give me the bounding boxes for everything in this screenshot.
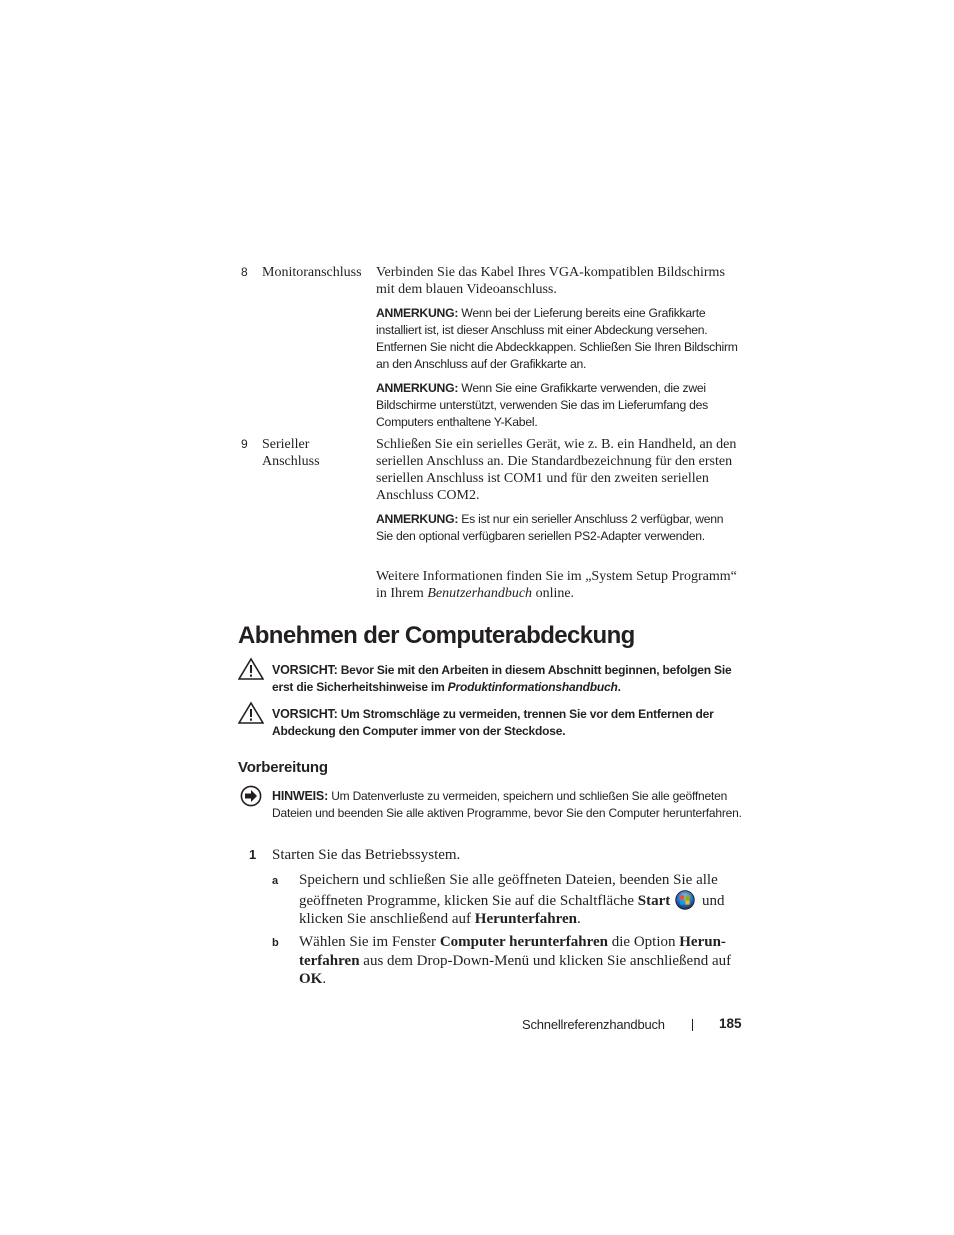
- hint-label: HINWEIS:: [272, 789, 329, 803]
- caution-2: [272, 706, 742, 740]
- window-label: Computer herunterfahren: [439, 934, 608, 950]
- row-9-label: Serieller Anschluss: [262, 437, 320, 469]
- more-info-end: online.: [532, 586, 575, 601]
- ok-label: OK: [299, 971, 323, 987]
- caution-text: Um Stromschläge zu vermeiden, trennen Sie vor dem Entfernen der Abdeckung den Computer immer von der Steckdose.: [272, 707, 714, 738]
- step-number: 1: [249, 847, 257, 862]
- substep-label: b: [272, 937, 279, 949]
- row-8-note-1: [376, 305, 740, 373]
- more-info-manual: Benutzerhandbuch: [427, 586, 533, 601]
- caution-text: Bevor Sie mit den Arbeiten in diesem Abschnitt beginnen, befolgen Sie erst die Sicherheitshinweise im: [272, 663, 732, 694]
- warning-triangle-icon: [238, 701, 264, 725]
- caution-end: .: [617, 680, 621, 694]
- row-8-note-2: [376, 380, 740, 431]
- footer-title: Schnellreferenzhandbuch: [522, 1017, 665, 1032]
- substep-text: .: [322, 971, 327, 987]
- hint-text: Um Datenverluste zu vermeiden, speichern und schließen Sie alle geöffneten Dateien und beenden Sie alle aktiven Programme, bevor Sie den Computer herunterfahren.: [272, 789, 742, 820]
- substep-a: [299, 871, 741, 929]
- more-info-text: Weitere Informationen finden Sie im „System Setup Programm“ in Ihrem: [376, 569, 737, 601]
- row-9-note: [376, 511, 740, 545]
- note-text: Es ist nur ein serieller Anschluss 2 verfügbar, wenn Sie den optional verfügbaren seriellen PS2-Adapter verwenden.: [376, 512, 724, 543]
- note-label: ANMERKUNG:: [376, 381, 459, 395]
- row-9-number: 9: [241, 437, 248, 451]
- page-number: 185: [719, 1016, 742, 1031]
- row-8-number: 8: [241, 265, 248, 279]
- start-label: Start: [637, 892, 671, 909]
- note-text: Wenn Sie eine Grafikkarte verwenden, die zwei Bildschirme unterstützt, verwenden Sie das im Lieferumfang des Computers enthaltene Y-Kabel.: [376, 381, 709, 429]
- row-8-description: Verbinden Sie das Kabel Ihres VGA-kompatiblen Bildschirms mit dem blauen Videoanschluss.: [376, 265, 725, 297]
- caution-manual: Produktinformationshandbuch: [447, 680, 618, 694]
- substep-text: aus dem Drop-Down-Menü und klicken Sie anschließend auf: [359, 952, 732, 969]
- caution-1: [272, 662, 742, 696]
- caution-label: VORSICHT:: [272, 707, 338, 721]
- windows-start-orb-icon: [675, 890, 695, 910]
- note-text: Wenn bei der Lieferung bereits eine Grafikkarte installiert ist, ist dieser Anschluss mit einer Abdeckung versehen. Entfernen Sie nicht die Abdeckkappen. Schließen Sie Ihren Bildschirm an den Anschluss auf der Grafikkarte an.: [376, 306, 738, 371]
- row-8-label: Monitoranschluss: [262, 265, 362, 280]
- warning-triangle-icon: [238, 657, 264, 681]
- row-9-description: Schließen Sie ein serielles Gerät, wie z. B. ein Handheld, an den seriellen Anschluss an. Die Standardbezeichnung für den ersten seriellen Anschluss ist COM1 und für den zweiten seriellen Anschluss COM2.: [376, 437, 737, 503]
- notice-arrow-icon: [240, 785, 262, 807]
- footer-separator: [692, 1019, 693, 1031]
- substep-text: die Option: [608, 934, 680, 950]
- substep-text: Speichern und schließen Sie alle geöffneten Dateien, beenden Sie alle geöffneten Programme, klicken Sie auf die Schaltfläche: [299, 872, 718, 909]
- note-label: ANMERKUNG:: [376, 306, 459, 320]
- substep-text: und klicken Sie anschließend auf: [299, 892, 725, 927]
- note-label: ANMERKUNG:: [376, 512, 459, 526]
- substep-b: [299, 933, 741, 989]
- row-9-more-info: [376, 568, 740, 602]
- option-label: Herunterfahren: [299, 934, 726, 969]
- substep-text: .: [576, 911, 581, 927]
- substep-label: a: [272, 875, 279, 887]
- substep-text: Wählen Sie im Fenster: [299, 934, 440, 950]
- hint: [272, 788, 742, 822]
- subsection-title: Vorbereitung: [238, 759, 328, 776]
- section-title: Abnehmen der Computerabdeckung: [238, 622, 635, 649]
- step-text: Starten Sie das Betriebssystem.: [272, 847, 461, 863]
- caution-label: VORSICHT:: [272, 663, 338, 677]
- shutdown-label: Herunterfahren: [474, 911, 577, 927]
